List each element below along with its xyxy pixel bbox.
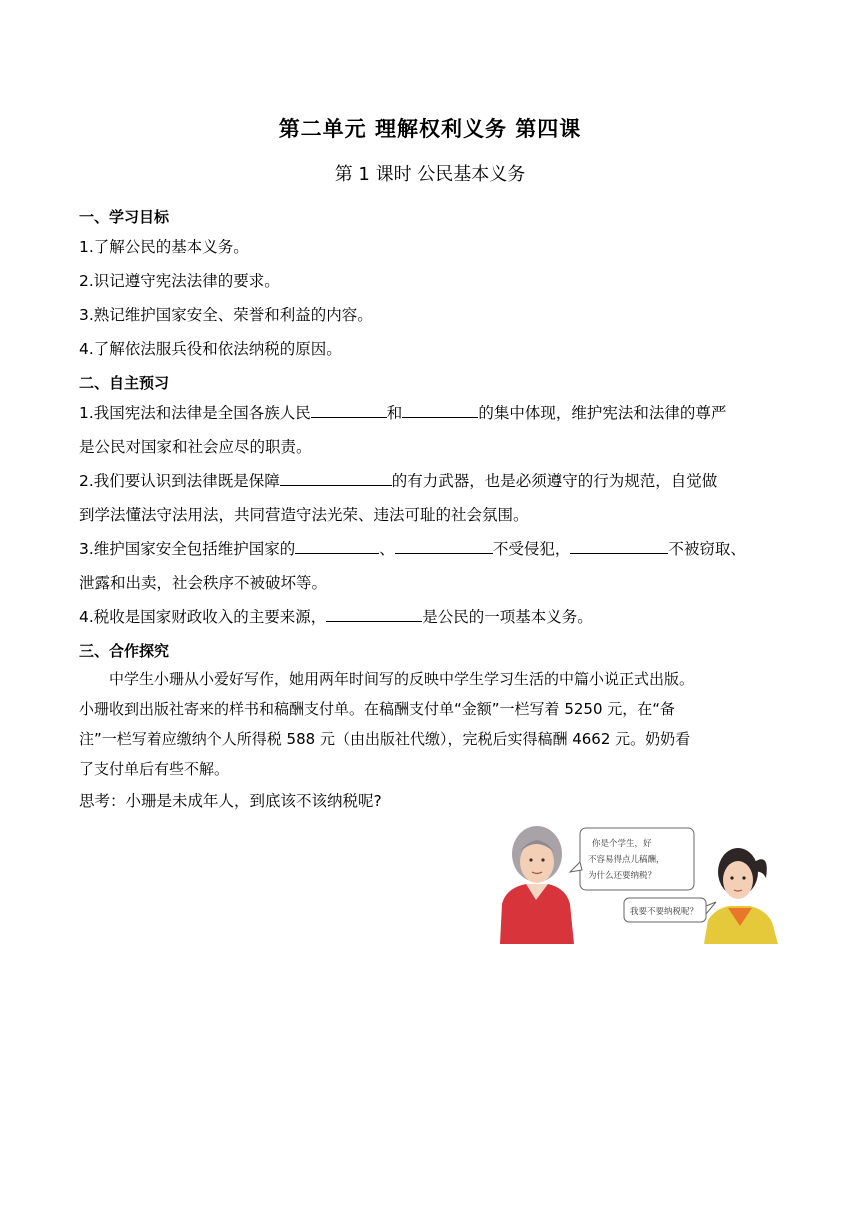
section-heading-preview: 二、自主预习 (79, 374, 170, 392)
goal-item: 1.了解公民的基本义务。 (79, 238, 249, 256)
speech-bubble-girl (624, 898, 716, 922)
answer-blank[interactable] (311, 399, 387, 418)
goal-item: 3.熟记维护国家安全、荣誉和利益的内容。 (79, 306, 373, 324)
case-text-line: 中学生小珊从小爱好写作，她用两年时间写的反映中学生学习生活的中篇小说正式出版。 (109, 670, 695, 688)
content (79, 200, 787, 818)
case-text-line: 注”一栏写着应缴纳个人所得税 588 元（由出版社代缴），完税后实得稿酬 4662 元。奶奶看 (79, 730, 691, 748)
answer-blank[interactable] (280, 467, 392, 486)
bubble-line: 我要不要纳税呢？ (630, 907, 699, 917)
preview-question-3: 3.维护国家安全包括维护国家的 、 不受侵犯， 不被窃取、 泄露和出卖，社会秩序不被破坏等。 (79, 532, 787, 600)
page-title: 第二单元 理解权利义务 第四课 (278, 117, 582, 141)
dialogue-illustration (496, 822, 782, 944)
girl-figure (704, 848, 778, 944)
answer-blank[interactable] (570, 535, 668, 554)
preview-question-2: 2.我们要认识到法律既是保障 的有力武器，也是必须遵守的行为规范，自觉做 到学法懂法守法用法，共同营造守法光荣、违法可耻的社会氛围。 (79, 464, 787, 532)
preview-question-1: 1.我国宪法和法律是全国各族人民 和 的集中体现，维护宪法和法律的尊严 是公民对国家和社会应尽的职责。 (79, 396, 787, 464)
case-text-line: 了支付单后有些不解。 (79, 760, 230, 778)
case-text-line: 小珊收到出版社寄来的样书和稿酬支付单。在稿酬支付单“金额”一栏写着 5250 元，在“备 (79, 700, 676, 718)
goal-item: 2.识记遵守宪法法律的要求。 (79, 272, 280, 290)
answer-blank[interactable] (295, 535, 379, 554)
bubble-line: 为什么还要纳税？ (588, 871, 657, 881)
page-subtitle: 第 1 课时 公民基本义务 (334, 164, 526, 185)
section-heading-explore: 三、合作探究 (79, 642, 170, 660)
section-heading-goals: 一、学习目标 (79, 208, 170, 226)
answer-blank[interactable] (402, 399, 478, 418)
grandmother-figure (500, 826, 574, 944)
bubble-line: 你是个学生，好 (592, 839, 652, 849)
answer-blank[interactable] (395, 535, 493, 554)
answer-blank[interactable] (326, 603, 422, 622)
bubble-line: 不容易得点儿稿酬， (588, 855, 665, 865)
think-question: 思考：小珊是未成年人，到底该不该纳税呢? (79, 792, 382, 810)
speech-bubble-grandmother (570, 828, 694, 890)
preview-question-4: 4.税收是国家财政收入的主要来源， 是公民的一项基本义务。 (79, 600, 787, 634)
goal-item: 4.了解依法服兵役和依法纳税的原因。 (79, 340, 342, 358)
